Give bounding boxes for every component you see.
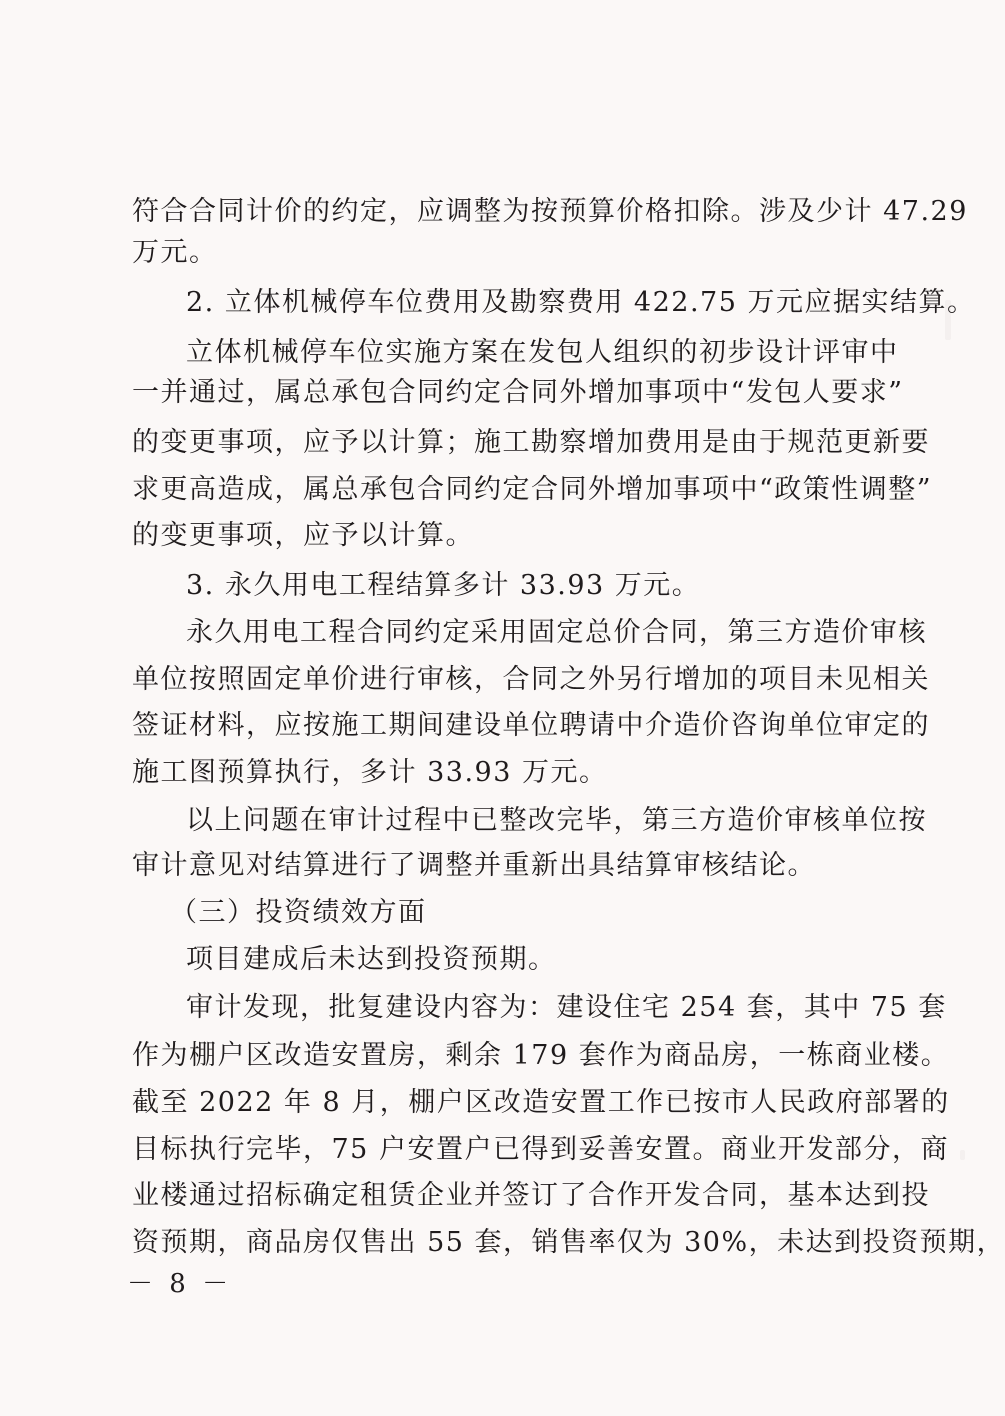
text-line-1: 符合合同计价的约定，应调整为按预算价格扣除。涉及少计 47.29 bbox=[132, 196, 968, 227]
text-line-10: 永久用电工程合同约定采用固定总价合同，第三方造价审核 bbox=[186, 617, 927, 648]
text-line-7: 求更高造成，属总承包合同约定合同外增加事项中“政策性调整” bbox=[132, 474, 933, 505]
text-line-8: 的变更事项，应予以计算。 bbox=[132, 520, 474, 551]
text-line-14: 以上问题在审计过程中已整改完毕，第三方造价审核单位按 bbox=[186, 805, 927, 836]
text-line-22: 业楼通过招标确定租赁企业并签订了合作开发合同，基本达到投 bbox=[132, 1180, 930, 1211]
text-line-11: 单位按照固定单价进行审核，合同之外另行增加的项目未见相关 bbox=[132, 664, 930, 695]
text-line-5: 一并通过，属总承包合同约定合同外增加事项中“发包人要求” bbox=[132, 377, 904, 408]
text-line-4: 立体机械停车位实施方案在发包人组织的初步设计评审中 bbox=[186, 337, 899, 368]
page-number: － 8 － bbox=[127, 1269, 233, 1299]
text-line-15: 审计意见对结算进行了调整并重新出具结算审核结论。 bbox=[132, 850, 816, 881]
text-line-6: 的变更事项，应予以计算；施工勘察增加费用是由于规范更新要 bbox=[132, 427, 930, 458]
scan-mark bbox=[960, 1150, 965, 1160]
text-line-12: 签证材料，应按施工期间建设单位聘请中介造价咨询单位审定的 bbox=[132, 710, 930, 741]
text-line-20: 截至 2022 年 8 月，棚户区改造安置工作已按市人民政府部署的 bbox=[132, 1087, 950, 1118]
section-heading: （三）投资绩效方面 bbox=[170, 897, 427, 928]
text-line-19: 作为棚户区改造安置房，剩余 179 套作为商品房，一栋商业楼。 bbox=[132, 1040, 950, 1071]
text-line-23: 资预期，商品房仅售出 55 套，销售率仅为 30%，未达到投资预期， bbox=[132, 1227, 1005, 1258]
text-line-13: 施工图预算执行，多计 33.93 万元。 bbox=[132, 757, 608, 788]
text-line-18: 审计发现，批复建设内容为：建设住宅 254 套，其中 75 套 bbox=[186, 992, 947, 1023]
text-line-2: 万元。 bbox=[132, 237, 218, 268]
text-line-9: 3. 永久用电工程结算多计 33.93 万元。 bbox=[186, 570, 701, 601]
text-line-21: 目标执行完毕，75 户安置户已得到妥善安置。商业开发部分，商 bbox=[132, 1134, 949, 1165]
text-line-17: 项目建成后未达到投资预期。 bbox=[186, 944, 557, 975]
text-line-3: 2. 立体机械停车位费用及勘察费用 422.75 万元应据实结算。 bbox=[186, 287, 976, 318]
